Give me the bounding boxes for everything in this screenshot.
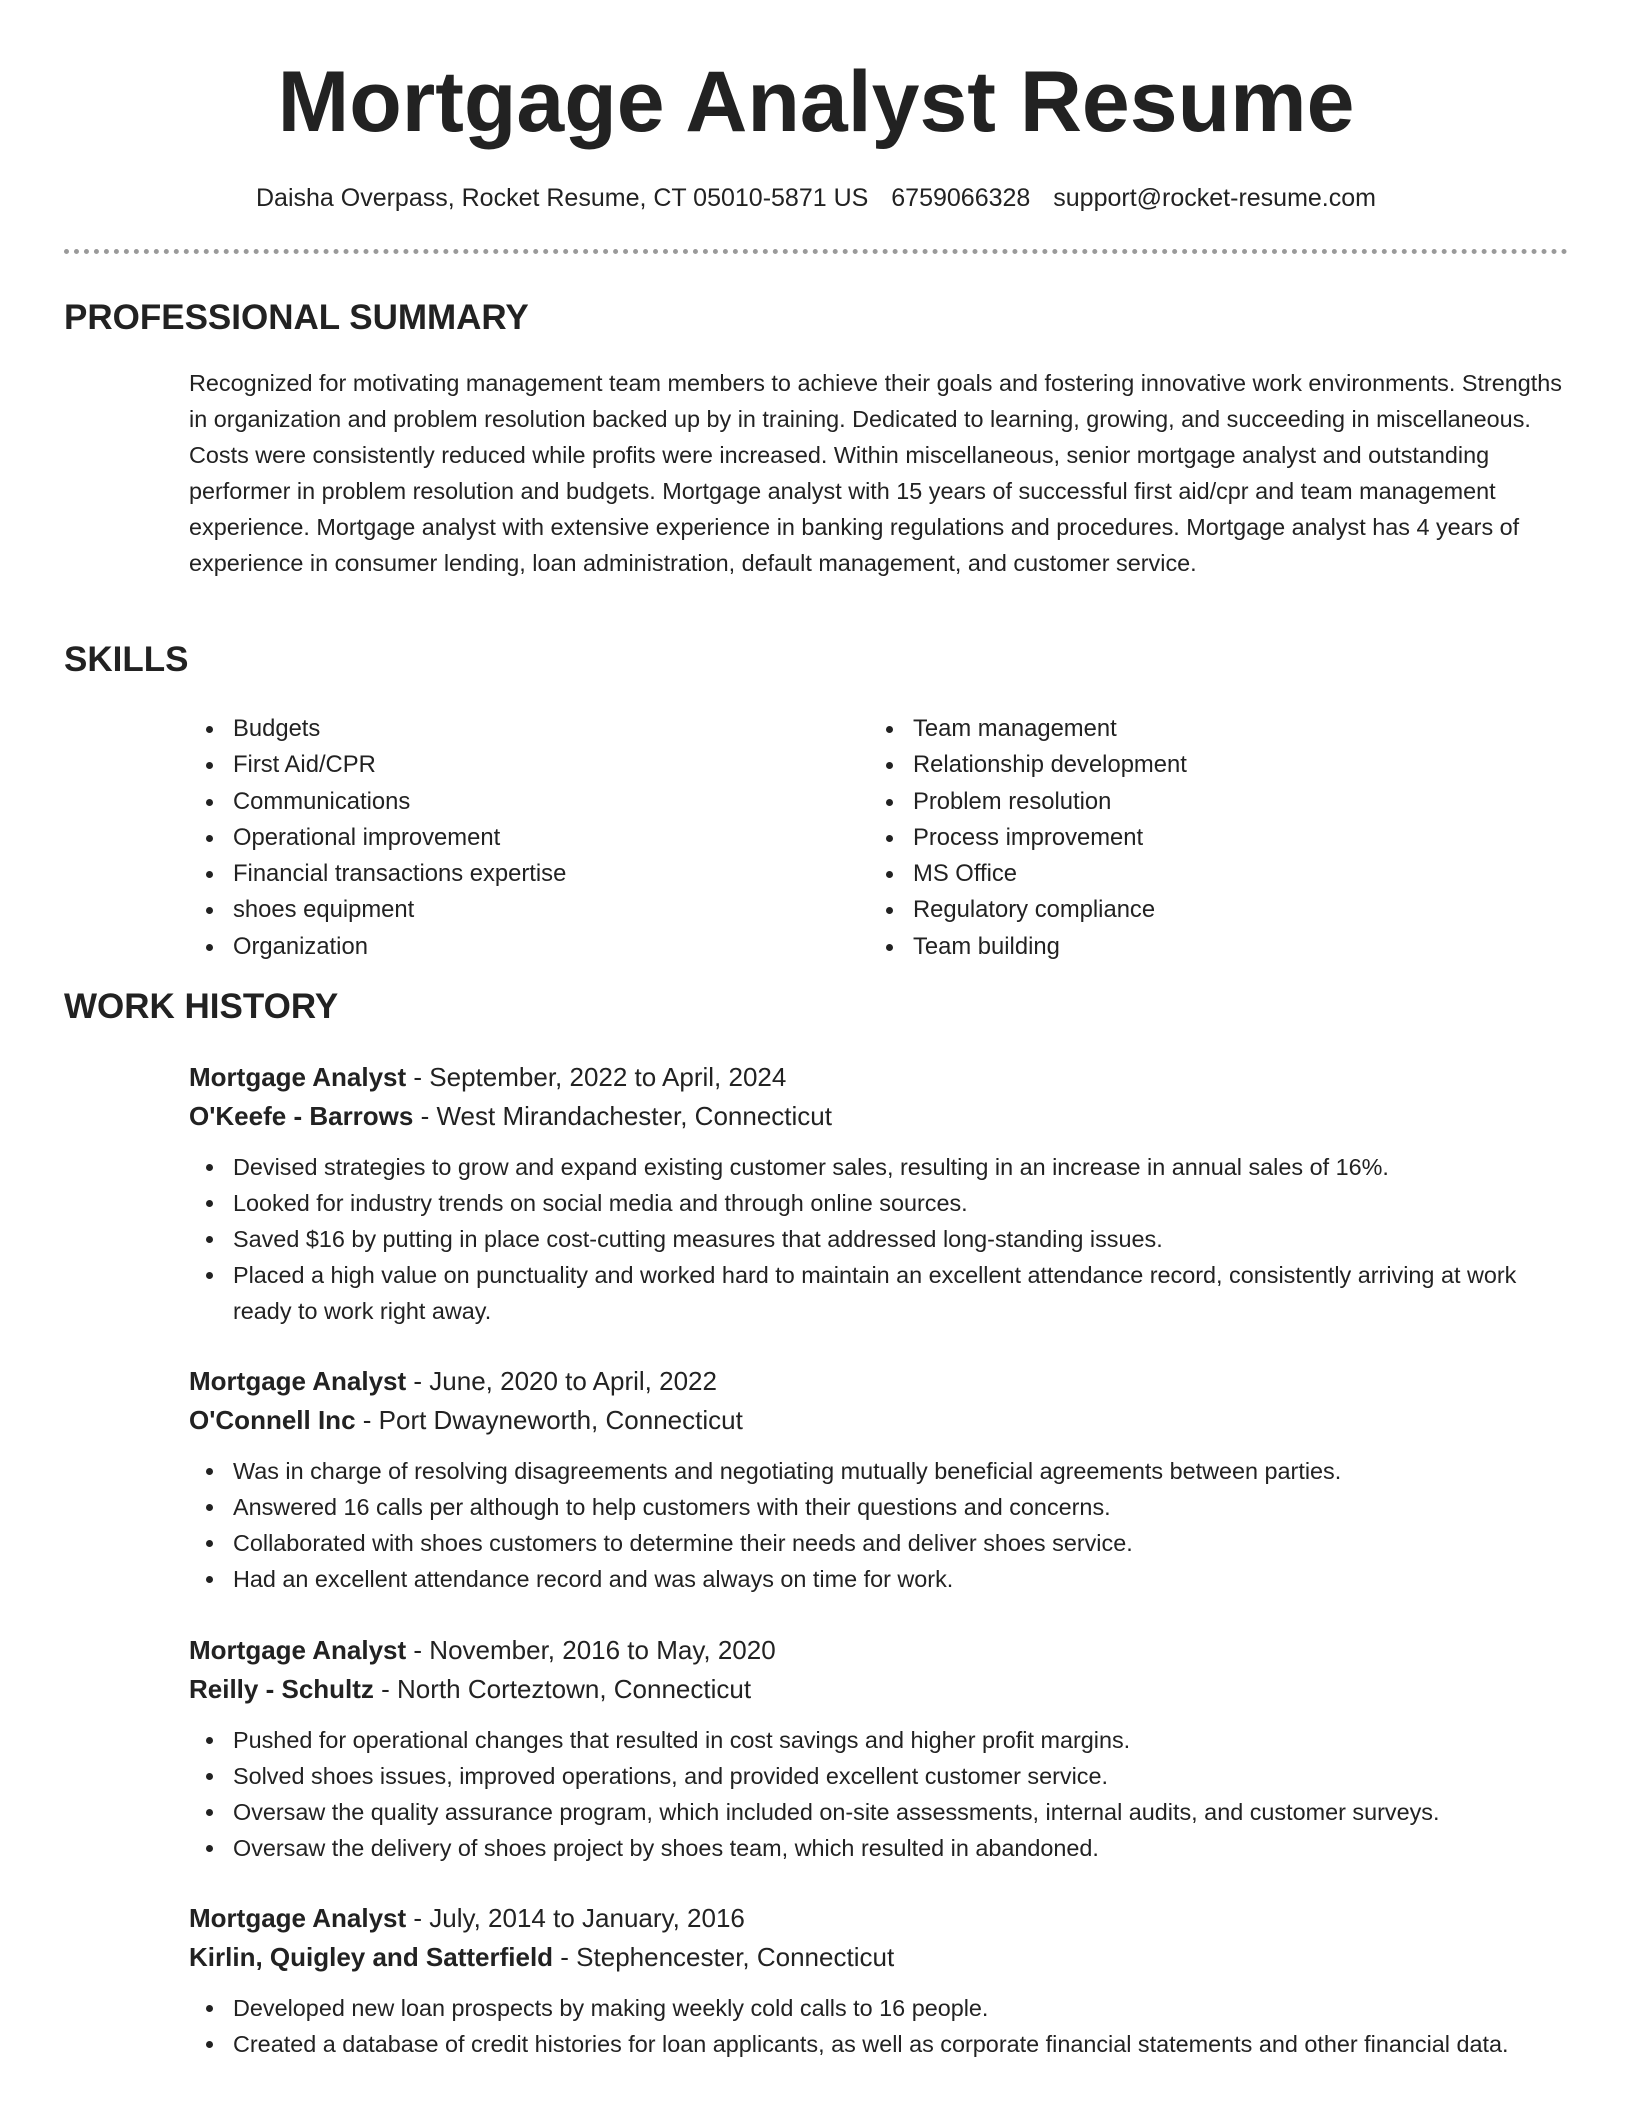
job-dates: - September, 2022 to April, 2024 bbox=[406, 1062, 787, 1092]
job-title: Mortgage Analyst bbox=[189, 1635, 407, 1665]
work-history-heading: WORK HISTORY bbox=[64, 987, 339, 1026]
skill-item: Relationship development bbox=[869, 747, 1489, 783]
skill-item: Regulatory compliance bbox=[869, 892, 1489, 928]
job-title-line bbox=[189, 1058, 1569, 1097]
skill-item: shoes equipment bbox=[189, 892, 809, 928]
skills-list-left bbox=[189, 711, 809, 965]
job-bullet: Answered 16 calls per although to help customers with their questions and concerns. bbox=[189, 1489, 1559, 1525]
job-entry bbox=[189, 1058, 1569, 1329]
job-bullet-list bbox=[189, 1453, 1559, 1597]
job-bullet: Created a database of credit histories for loan applicants, as well as corporate financial statements and other financial data. bbox=[189, 2026, 1559, 2062]
job-bullet: Solved shoes issues, improved operations, and provided excellent customer service. bbox=[189, 1758, 1559, 1794]
job-entry bbox=[189, 1362, 1569, 1597]
skill-item: Operational improvement bbox=[189, 820, 809, 856]
job-company-line bbox=[189, 1401, 1569, 1440]
job-bullet: Was in charge of resolving disagreements and negotiating mutually beneficial agreements between parties. bbox=[189, 1453, 1559, 1489]
contact-email: support@rocket-resume.com bbox=[1053, 184, 1376, 212]
job-company: Kirlin, Quigley and Satterfield bbox=[189, 1942, 554, 1972]
job-company: O'Connell Inc bbox=[189, 1405, 356, 1435]
job-title: Mortgage Analyst bbox=[189, 1903, 407, 1933]
skill-item: Financial transactions expertise bbox=[189, 856, 809, 892]
job-bullet: Oversaw the delivery of shoes project by shoes team, which resulted in abandoned. bbox=[189, 1830, 1559, 1866]
job-bullet: Pushed for operational changes that resulted in cost savings and higher profit margins. bbox=[189, 1722, 1559, 1758]
job-title: Mortgage Analyst bbox=[189, 1062, 407, 1092]
job-dates: - July, 2014 to January, 2016 bbox=[406, 1903, 745, 1933]
job-title: Mortgage Analyst bbox=[189, 1366, 407, 1396]
job-company-line bbox=[189, 1097, 1569, 1136]
job-title-line bbox=[189, 1899, 1569, 1938]
skill-item: Budgets bbox=[189, 711, 809, 747]
header-divider bbox=[64, 249, 1568, 254]
skill-item: Problem resolution bbox=[869, 784, 1489, 820]
job-entry bbox=[189, 1631, 1569, 1866]
job-title-line bbox=[189, 1631, 1569, 1670]
skill-item: Organization bbox=[189, 929, 809, 965]
job-bullet-list bbox=[189, 1990, 1559, 2062]
job-company-line bbox=[189, 1938, 1569, 1977]
job-company-line bbox=[189, 1670, 1569, 1709]
skills-list-right bbox=[869, 711, 1489, 965]
summary-heading: PROFESSIONAL SUMMARY bbox=[64, 298, 529, 337]
contact-line bbox=[0, 182, 1632, 214]
job-location: - Port Dwayneworth, Connecticut bbox=[355, 1405, 743, 1435]
skill-item: Team management bbox=[869, 711, 1489, 747]
job-bullet: Looked for industry trends on social media and through online sources. bbox=[189, 1185, 1559, 1221]
job-bullet: Saved $16 by putting in place cost-cutting measures that addressed long-standing issues. bbox=[189, 1221, 1559, 1257]
skill-item: Process improvement bbox=[869, 820, 1489, 856]
job-bullet-list bbox=[189, 1722, 1559, 1866]
job-bullet: Had an excellent attendance record and was always on time for work. bbox=[189, 1561, 1559, 1597]
job-location: - North Corteztown, Connecticut bbox=[373, 1674, 752, 1704]
contact-phone: 6759066328 bbox=[891, 184, 1031, 212]
job-bullet: Developed new loan prospects by making weekly cold calls to 16 people. bbox=[189, 1990, 1559, 2026]
skill-item: Communications bbox=[189, 784, 809, 820]
job-location: - Stephencester, Connecticut bbox=[553, 1942, 895, 1972]
job-entry bbox=[189, 1899, 1569, 2062]
job-bullet: Collaborated with shoes customers to determine their needs and deliver shoes service. bbox=[189, 1525, 1559, 1561]
job-location: - West Mirandachester, Connecticut bbox=[413, 1101, 832, 1131]
skill-item: First Aid/CPR bbox=[189, 747, 809, 783]
contact-address: Daisha Overpass, Rocket Resume, CT 05010-5871 US bbox=[255, 184, 869, 212]
skill-item: MS Office bbox=[869, 856, 1489, 892]
job-bullet: Devised strategies to grow and expand existing customer sales, resulting in an increase in annual sales of 16%. bbox=[189, 1149, 1559, 1185]
job-company: O'Keefe - Barrows bbox=[189, 1101, 414, 1131]
job-bullet: Oversaw the quality assurance program, which included on-site assessments, internal audits, and customer surveys. bbox=[189, 1794, 1559, 1830]
job-dates: - November, 2016 to May, 2020 bbox=[406, 1635, 776, 1665]
job-company: Reilly - Schultz bbox=[189, 1674, 374, 1704]
job-bullet: Placed a high value on punctuality and worked hard to maintain an excellent attendance record, consistently arriving at work ready to work right away. bbox=[189, 1257, 1559, 1329]
skills-heading: SKILLS bbox=[64, 640, 189, 679]
skill-item: Team building bbox=[869, 929, 1489, 965]
job-bullet-list bbox=[189, 1149, 1559, 1329]
job-dates: - June, 2020 to April, 2022 bbox=[406, 1366, 717, 1396]
job-title-line bbox=[189, 1362, 1569, 1401]
summary-text: Recognized for motivating management team members to achieve their goals and fostering innovative work environments. Strengths in organization and problem resolution backed up by in training. Dedicated to learning, growing, and succeeding in miscellaneous. Costs were consistently reduced while profits were increased. Within miscellaneous, senior mortgage analyst and outstanding performer in problem resolution and budgets. Mortgage analyst with 15 years of successful first aid/cpr and team management experience. Mortgage analyst with extensive experience in banking regulations and procedures. Mortgage analyst has 4 years of experience in consumer lending, loan administration, default management, and customer service. bbox=[189, 370, 1562, 576]
resume-title: Mortgage Analyst Resume bbox=[277, 54, 1355, 150]
